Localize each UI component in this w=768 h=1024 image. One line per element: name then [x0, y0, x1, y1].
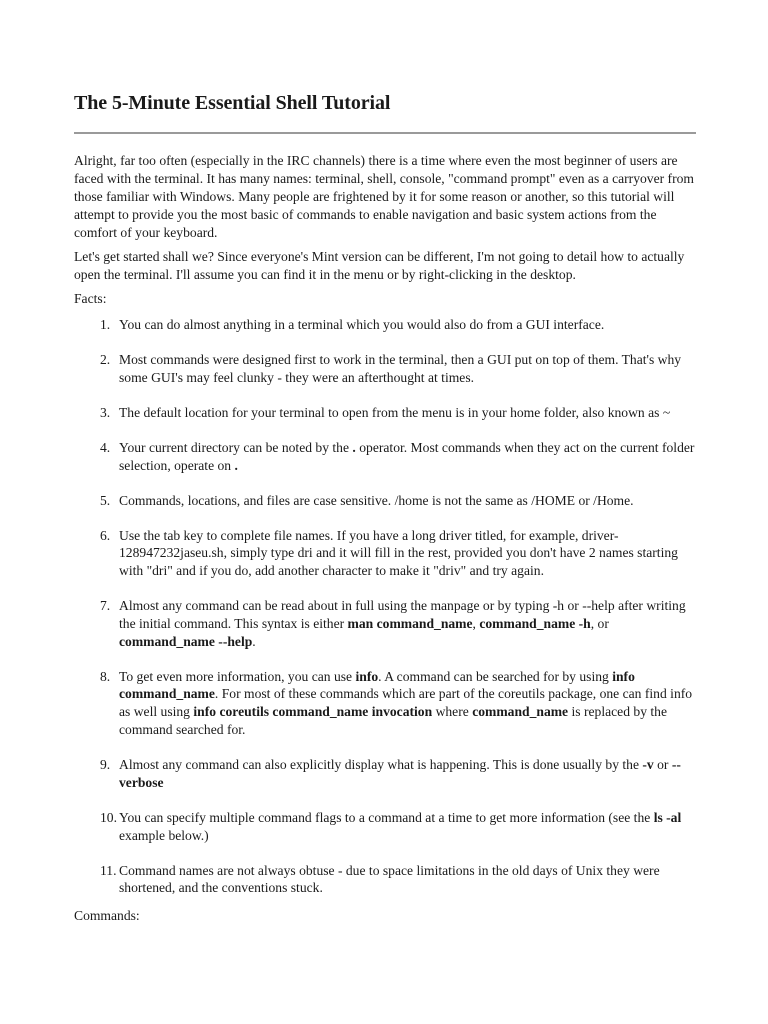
fact-text: . [252, 633, 256, 649]
fact-item [74, 668, 696, 739]
fact-number: 7. [100, 598, 111, 614]
fact-item [74, 597, 696, 650]
title-divider [74, 132, 696, 134]
fact-text: example below.) [119, 827, 209, 843]
fact-code-text: info [355, 668, 379, 684]
fact-item [74, 439, 696, 475]
fact-item [74, 316, 696, 334]
fact-item [74, 492, 696, 510]
fact-text: . For most of these commands which are part of the coreutils package, one can find info as well using [119, 686, 693, 720]
fact-code-text: ls -al [653, 809, 682, 825]
fact-text: Most commands were designed first to work in the terminal, then a GUI put on top of them. That's why some GUI's may feel clunky - they were an afterthought at times. [119, 351, 682, 385]
facts-heading: Facts: [74, 291, 107, 306]
fact-code-text: command_name [472, 704, 569, 720]
fact-text: where [432, 704, 473, 720]
fact-item [74, 862, 696, 898]
fact-code-text: . [234, 457, 238, 473]
fact-text: You can do almost anything in a terminal which you would also do from a GUI interface. [119, 317, 605, 332]
fact-text: Almost any command can also explicitly display what is happening. This is done usually by the [119, 757, 643, 773]
fact-code-text: command_name --help [119, 633, 253, 649]
fact-text: or [653, 757, 672, 773]
fact-number: 1. [100, 317, 111, 332]
fact-text: operator. Most commands when they act on the current folder selection, operate on [119, 439, 695, 473]
fact-text: The default location for your terminal to open from the menu is in your home folder, also known as ~ [119, 404, 671, 420]
facts-list [74, 316, 696, 897]
commands-heading: Commands: [74, 908, 140, 924]
fact-code-text: -v [642, 757, 654, 773]
fact-text: To get even more information, you can use [119, 668, 356, 684]
fact-number: 8. [100, 668, 111, 684]
fact-item [74, 756, 696, 792]
fact-item [74, 527, 696, 580]
fact-number: 5. [100, 492, 111, 508]
fact-item [74, 404, 696, 422]
fact-text: Your current directory can be noted by the [119, 439, 353, 455]
document-page [74, 90, 696, 931]
intro-paragraph: Let's get started shall we? Since everyone's Mint version can be different, I'm not going to detail how to actually open the terminal. I'll assume you can find it in the menu or by right-clicking in the desktop. [74, 249, 685, 282]
fact-text: . A command can be searched for by using [378, 668, 613, 684]
fact-code-text: info coreutils command_name invocation [193, 704, 433, 720]
page-title: The 5-Minute Essential Shell Tutorial [74, 92, 391, 114]
fact-number: 10. [100, 809, 117, 825]
fact-code-text: info command_name [119, 668, 635, 702]
fact-text: , or [590, 615, 609, 631]
fact-number: 9. [100, 757, 111, 773]
fact-code-text: command_name -h [479, 615, 591, 631]
fact-code-text: man command_name [347, 615, 473, 631]
fact-text: Almost any command can be read about in full using the manpage or by typing -h or --help after writing the initial command. This syntax is either [119, 598, 686, 631]
fact-code-text: --verbose [119, 757, 681, 790]
fact-code-text: . [352, 439, 356, 455]
fact-text: You can specify multiple command flags to a command at a time to get more information (see the [119, 809, 654, 825]
fact-number: 4. [100, 439, 111, 455]
intro-paragraph: Alright, far too often (especially in the IRC channels) there is a time where even the most beginner of users are faced with the terminal. It has many names: terminal, shell, console, "command prompt" even as a carryover from those familiar with Windows. Many people are frightened by it for some reason or another, so this tutorial will attempt to provide you the most basic of commands to enable navigation and basic system actions from the comfort of your keyboard. [74, 153, 694, 240]
fact-number: 11. [100, 862, 117, 878]
fact-text: Commands, locations, and files are case sensitive. /home is not the same as /HOME or /Home. [119, 492, 634, 508]
fact-text: Use the tab key to complete file names. If you have a long driver titled, for example, driver-128947232jaseu.sh, simply type dri and it will fill in the rest, provided you don't have 2 names starting with "dri" and if you do, add another character to make it "driv" and try again. [119, 527, 678, 579]
fact-number: 6. [100, 527, 111, 543]
fact-item [74, 809, 696, 845]
fact-number: 2. [100, 351, 111, 367]
fact-text: is replaced by the command searched for. [119, 704, 668, 738]
fact-text: Command names are not always obtuse - due to space limitations in the old days of Unix they were shortened, and the conventions stuck. [119, 862, 660, 896]
fact-item [74, 351, 696, 387]
fact-number: 3. [100, 404, 111, 420]
fact-text: , [472, 615, 480, 631]
